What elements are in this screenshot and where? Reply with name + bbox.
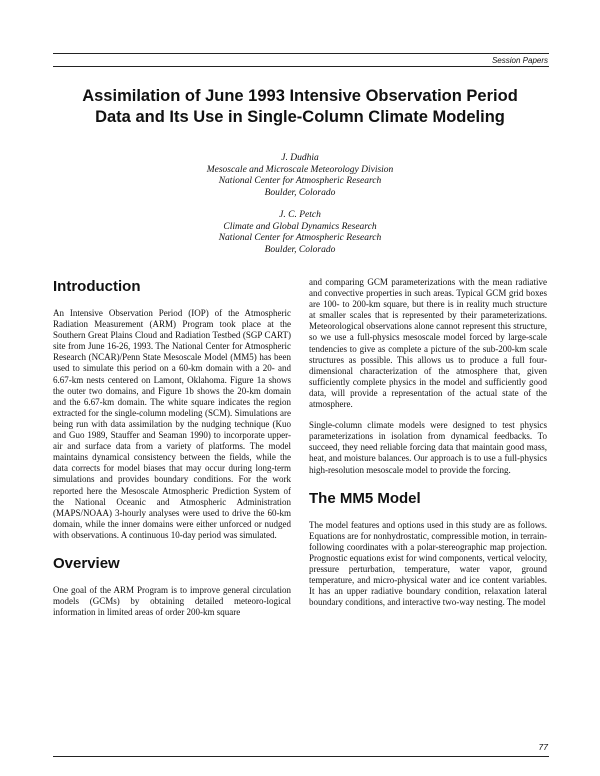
author-institution: National Center for Atmospheric Research bbox=[218, 233, 382, 243]
author-affiliation: Climate and Global Dynamics Research bbox=[223, 221, 377, 232]
author-institution: National Center for Atmospheric Research bbox=[218, 176, 382, 186]
overview-heading: Overview bbox=[53, 554, 120, 572]
introduction-heading: Introduction bbox=[53, 278, 141, 295]
author-location: Boulder, Colorado bbox=[264, 187, 336, 198]
author-block-1 bbox=[100, 153, 500, 199]
overview-paragraph-2: Single-column climate models were designed to test physics parameterizations in isolation from dynamical feedbacks. To succeed, they need reliable forcing data that maintain good mass, heat, and moisture balances. Our approach is to use a full-physics high-resolution mesoscale model to provide the forcing. bbox=[309, 420, 547, 475]
header-rule bbox=[53, 66, 549, 67]
overview-paragraph: One goal of the ARM Program is to improve general circulation models (GCMs) by obtaining detailed meteoro-logical information in limited areas of order 200-km square bbox=[53, 584, 291, 618]
running-head: Session Papers bbox=[491, 56, 548, 65]
author-name: J. C. Petch bbox=[279, 210, 321, 220]
author-name: J. Dudhia bbox=[281, 153, 319, 163]
mm5-paragraph: The model features and options used in this study are as follows. Equations are for nonhydrostatic, compressible motion, in terrain-following coordinates with a polar-stereographic map projection. Prognostic equations exist for wind components, vertical velocity, pressure perturbation, temperature, water vapor, ground temperature, and micro-physical water and ice content variables. It has an upper radiative boundary condition, relaxation lateral boundary conditions, and interactive two-way nesting. The model bbox=[309, 519, 547, 608]
introduction-paragraph: An Intensive Observation Period (IOP) of the Atmospheric Radiation Measurement (ARM) Program took place at the Southern Great Plains Cloud and Radiation Testbed (SGP CART) site from June 16-26, 1993. The National Center for Atmospheric Research (NCAR)/Penn State Mesoscale Model (MM5) has been used to simulate this period on a 60-km domain with a 20- and 6.67-km nests centered on Lamont, Oklahoma. Figure 1a shows the outer two domains, and Figure 1b shows the 20-km domain and the 6.67-km domain. The white square indicates the region extracted for the single-column modeling (SCM). Simulations are being run with data assimilation by the nudging technique (Kuo and Guo 1989, Stauffer and Seaman 1990) to incorporate upper-air and surface data from a variety of platforms. The model maintains dynamical consistency between the fields, while the data corrects for model biases that may occur during long-term simulations and provides boundary conditions. For the work reported here the Mesoscale Atmospheric Prediction System of the National Oceanic and Atmospheric Administration (MAPS/NOAA) 3-hourly analyses were used to drive the 60-km domain, while the inner domains were either unforced or nudged with observations. A continuous 10-day period was simulated. bbox=[53, 308, 291, 540]
paper-title bbox=[40, 86, 560, 128]
page-number: 77 bbox=[538, 742, 548, 752]
author-location: Boulder, Colorado bbox=[264, 244, 336, 255]
mm5-heading: The MM5 Model bbox=[309, 489, 421, 507]
right-column bbox=[309, 277, 547, 618]
top-rule bbox=[53, 53, 549, 54]
left-column bbox=[53, 278, 291, 628]
author-block-2 bbox=[100, 210, 500, 256]
author-affiliation: Mesoscale and Microscale Meteorology Division bbox=[206, 164, 394, 175]
title-line-2: Data and Its Use in Single-Column Climate Modeling bbox=[95, 108, 505, 126]
footer-rule bbox=[53, 756, 549, 757]
title-line-1: Assimilation of June 1993 Intensive Observation Period bbox=[82, 87, 518, 105]
overview-paragraph-continued: and comparing GCM parameterizations with the mean radiative and convective properties in such areas. Typical GCM grid boxes are 100- to 200-km square, but there is in reality much structure at smaller scales that is represented by their parameterizations. Meteorological observations alone cannot represent this structure, so we use a full-physics mesoscale model forced by large-scale tendencies to give as complete a picture of the sub-200-km scale structures as possible. This allows us to produce a full four-dimensional characterization of the atmosphere that, given sufficiently complete physics in the model and sufficiently good data, will provide a representation of the actual state of the atmosphere. bbox=[309, 277, 547, 410]
